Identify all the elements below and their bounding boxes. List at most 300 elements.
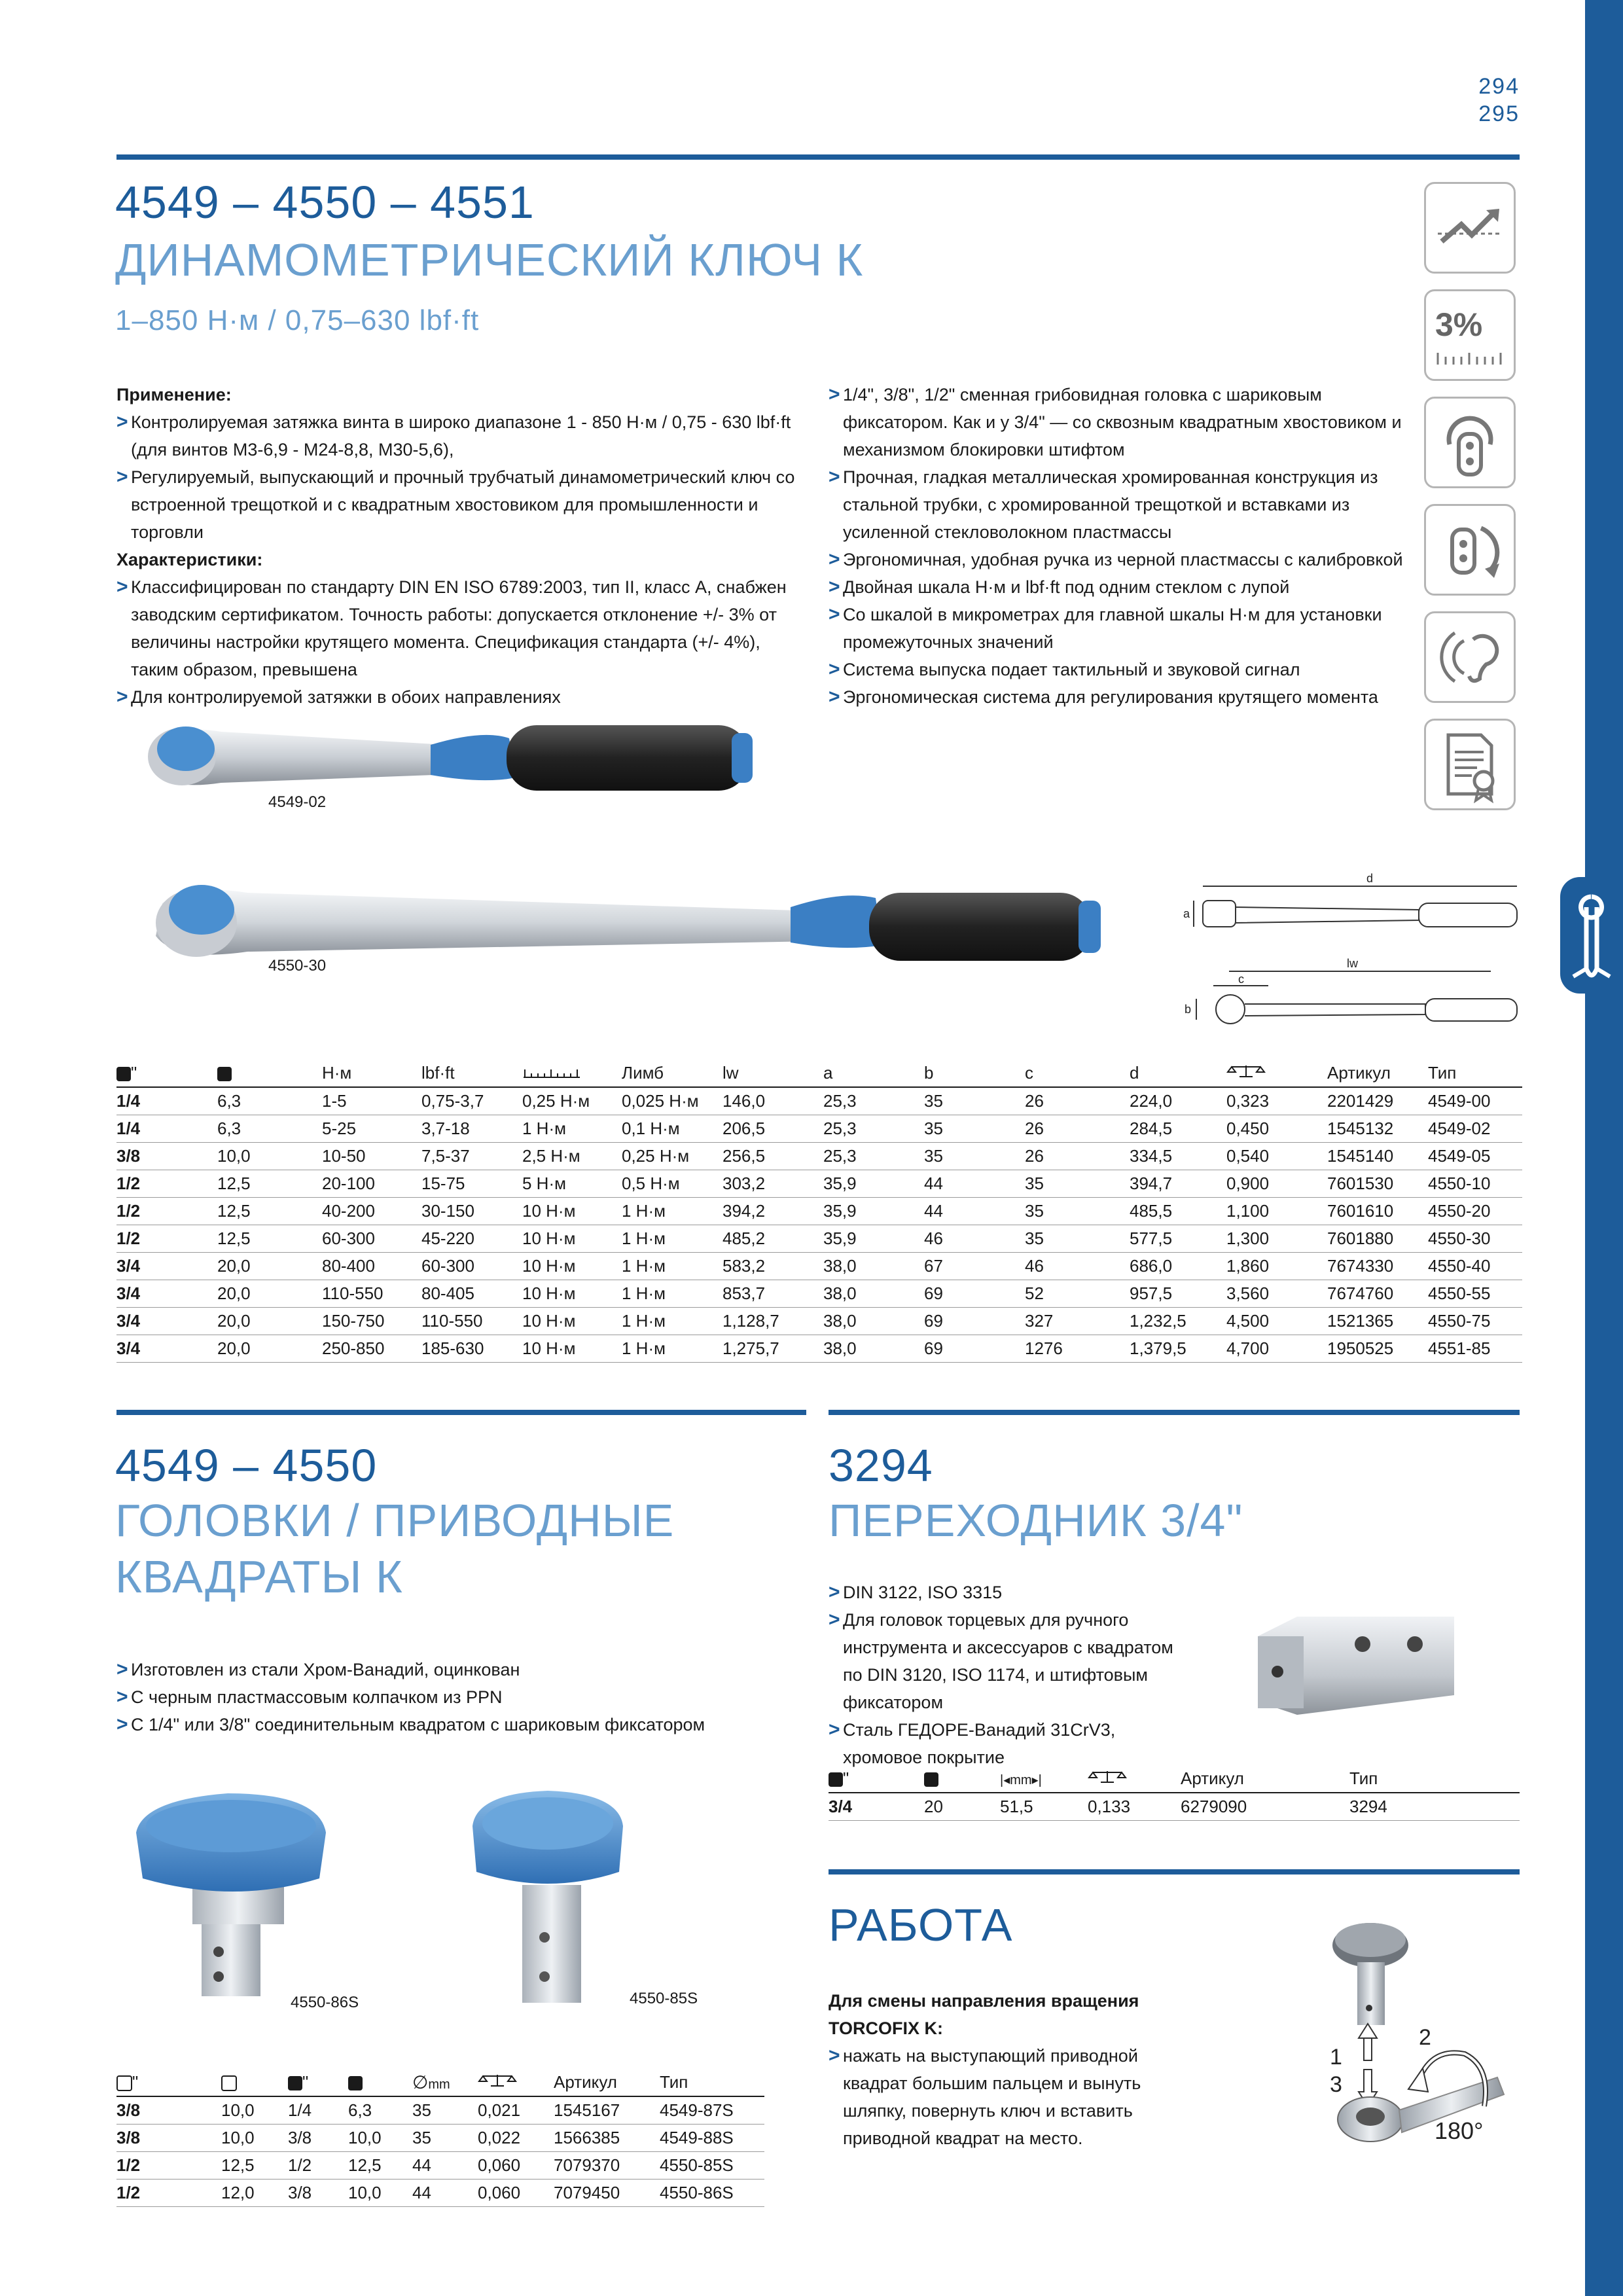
- table-cell: 185-630: [421, 1335, 522, 1363]
- table-cell: 25,3: [823, 1143, 924, 1170]
- table-cell: 3/4: [116, 1253, 217, 1280]
- table-cell: 4550-10: [1428, 1170, 1522, 1198]
- table-cell: 69: [924, 1335, 1025, 1363]
- image-caption: 4550-85S: [630, 1990, 698, 2007]
- table-cell: 1/2: [116, 2152, 221, 2179]
- table-cell: 1,232,5: [1130, 1308, 1226, 1335]
- col-weight: [1088, 1765, 1181, 1793]
- table-cell: 4551-85: [1428, 1335, 1522, 1363]
- bullet-text: С черным пластмассовым колпачком из PPN: [131, 1687, 503, 1707]
- heads-bullets: [116, 1656, 804, 1738]
- table-cell: 4550-86S: [660, 2179, 764, 2207]
- table-cell: 0,900: [1226, 1170, 1327, 1198]
- col-weight: [478, 2068, 554, 2096]
- arrow-bullet-icon: >: [116, 1659, 128, 1680]
- square-drive-icon: [829, 1772, 843, 1787]
- rotation-angle-label: 180°: [1435, 2117, 1484, 2144]
- side-bar: [1585, 0, 1623, 2296]
- table-cell: 1276: [1025, 1335, 1130, 1363]
- bullet-text: Контролируемая затяжка винта в широко диапазоне 1 - 850 Н·м / 0,75 - 630 lbf·ft (для винтов М3-6,9 - М24-8,8, М30-5,6),: [131, 412, 791, 459]
- table-cell: 26: [1025, 1115, 1130, 1143]
- table-cell: 957,5: [1130, 1280, 1226, 1308]
- page-number-right: 295: [1478, 101, 1520, 126]
- table-cell: 1 Н·м: [622, 1198, 722, 1225]
- table-row: [116, 1198, 1522, 1225]
- table-cell: 52: [1025, 1280, 1130, 1308]
- arrow-bullet-icon: >: [829, 686, 840, 708]
- table-row: [116, 1225, 1522, 1253]
- wrench-spec-table: [116, 1059, 1522, 1363]
- bullet-item: [116, 1656, 804, 1683]
- table-cell: 0,022: [478, 2125, 554, 2152]
- table-cell: 60-300: [421, 1253, 522, 1280]
- bullet-text: DIN 3122, ISO 3315: [843, 1583, 1003, 1602]
- table-cell: 0,75-3,7: [421, 1087, 522, 1115]
- table-row: [116, 1308, 1522, 1335]
- table-cell: 1,860: [1226, 1253, 1327, 1280]
- table-cell: 35: [1025, 1225, 1130, 1253]
- table-cell: 4549-88S: [660, 2125, 764, 2152]
- table-cell: 1,128,7: [722, 1308, 823, 1335]
- table-row: [829, 1793, 1520, 1821]
- table-cell: 10 Н·м: [522, 1225, 622, 1253]
- table-cell: 1/4: [288, 2096, 348, 2125]
- bullet-text: Регулируемый, выпускающий и прочный трубчатый динамометрический ключ со встроенной трещоткой и с квадратным хвостовиком для промышленности и торговли: [131, 467, 795, 542]
- table-row: [116, 2152, 764, 2179]
- table-cell: 0,5 Н·м: [622, 1170, 722, 1198]
- table-cell: 35: [412, 2096, 478, 2125]
- table-cell: 3,560: [1226, 1280, 1327, 1308]
- bullet-text: 1/4", 3/8", 1/2" сменная грибовидная головка с шариковым фиксатором. Как и у 3/4" — со сквозным квадратным хвостовиком и механизмом блокировки штифтом: [843, 385, 1402, 459]
- table-cell: 3/8: [116, 2096, 221, 2125]
- head-4550-86S-image: [130, 1780, 339, 2003]
- table-cell: 334,5: [1130, 1143, 1226, 1170]
- table-cell: 4550-55: [1428, 1280, 1522, 1308]
- bullet-text: Классифицирован по стандарту DIN EN ISO 6789:2003, тип II, класс А, снабжен заводским сертификатом. Точность работы: допускается отклонение +/- 3% от величины настройки крутящего момента. Спецификация стандарта (+/- 4%), таким образом, превышена: [131, 577, 787, 679]
- dim-label-b: b: [1185, 1003, 1192, 1016]
- table-cell: 80-400: [322, 1253, 421, 1280]
- table-cell: 110-550: [421, 1308, 522, 1335]
- arrow-bullet-icon: >: [829, 1581, 840, 1603]
- table-cell: 0,021: [478, 2096, 554, 2125]
- table-row: [116, 1170, 1522, 1198]
- table-cell: 20-100: [322, 1170, 421, 1198]
- arrow-bullet-icon: >: [829, 1609, 840, 1630]
- table-cell: 12,5: [348, 2152, 412, 2179]
- table-cell: 10-50: [322, 1143, 421, 1170]
- table-cell: 44: [412, 2152, 478, 2179]
- table-cell: 10,0: [221, 2125, 288, 2152]
- table-cell: 20,0: [217, 1335, 322, 1363]
- square-drive-icon: [288, 2076, 302, 2090]
- weight-scale-icon: [1226, 1063, 1266, 1079]
- work-heading-2: TORCOFIX K:: [829, 2018, 943, 2038]
- table-cell: 394,2: [722, 1198, 823, 1225]
- table-cell: 38,0: [823, 1253, 924, 1280]
- arrow-bullet-icon: >: [829, 2045, 840, 2066]
- arrow-bullet-icon: >: [829, 466, 840, 488]
- arrow-bullet-icon: >: [116, 1686, 128, 1708]
- table-cell: 46: [924, 1225, 1025, 1253]
- table-cell: 1/2: [116, 1198, 217, 1225]
- table-cell: 38,0: [823, 1335, 924, 1363]
- table-cell: 2,5 Н·м: [522, 1143, 622, 1170]
- table-cell: 6,3: [217, 1115, 322, 1143]
- table-cell: 4550-85S: [660, 2152, 764, 2179]
- table-cell: 0,450: [1226, 1115, 1327, 1143]
- table-cell: 35,9: [823, 1198, 924, 1225]
- table-cell: 3/8: [116, 1143, 217, 1170]
- col-a: a: [823, 1059, 924, 1087]
- wrench-tab-icon: [1560, 877, 1623, 994]
- col-drive-mm: [924, 1765, 1000, 1793]
- table-cell: 1 Н·м: [622, 1225, 722, 1253]
- table-cell: 3/4: [116, 1308, 217, 1335]
- wrench-4549-02-image: [143, 706, 771, 810]
- table-cell: 0,133: [1088, 1793, 1181, 1821]
- table-cell: 4550-30: [1428, 1225, 1522, 1253]
- table-cell: 20,0: [217, 1308, 322, 1335]
- square-drive-mm-icon: [924, 1772, 938, 1787]
- arrow-bullet-icon: >: [829, 576, 840, 598]
- ratchet-reverse-icon: [1424, 397, 1516, 488]
- table-row: [116, 2179, 764, 2207]
- arrow-bullet-icon: >: [829, 1719, 840, 1740]
- heads-code: 4549 – 4550: [115, 1440, 378, 1491]
- table-cell: 0,323: [1226, 1087, 1327, 1115]
- table-cell: 0,060: [478, 2152, 554, 2179]
- table-cell: 35: [924, 1087, 1025, 1115]
- heads-title-line2: КВАДРАТЫ К: [115, 1551, 403, 1602]
- table-cell: 5-25: [322, 1115, 421, 1143]
- bullet-text: Эргономическая система для регулирования крутящего момента: [843, 687, 1378, 707]
- col-limb: Лимб: [622, 1059, 722, 1087]
- col-lbfft: lbf·ft: [421, 1059, 522, 1087]
- bullet-text: Со шкалой в микрометрах для главной шкалы Н·м для установки промежуточных значений: [843, 605, 1382, 652]
- table-cell: 4549-00: [1428, 1087, 1522, 1115]
- rotation-icon: [1424, 504, 1516, 596]
- bullet-item: [116, 573, 810, 683]
- table-cell: 150-750: [322, 1308, 421, 1335]
- table-cell: 35,9: [823, 1225, 924, 1253]
- section-code: 4549 – 4550 – 4551: [115, 177, 535, 228]
- scale-ruler-icon: [522, 1067, 581, 1079]
- table-cell: 1545132: [1327, 1115, 1428, 1143]
- bullet-item: [116, 1683, 804, 1711]
- table-cell: 30-150: [421, 1198, 522, 1225]
- table-cell: 20,0: [217, 1253, 322, 1280]
- table-cell: 224,0: [1130, 1087, 1226, 1115]
- bullet-text: Для головок торцевых для ручного инструмента и аксессуаров с квадратом по DIN 3120, ISO 1174, и штифтовым фиксатором: [843, 1610, 1173, 1712]
- table-cell: 10 Н·м: [522, 1198, 622, 1225]
- table-cell: 3/8: [288, 2125, 348, 2152]
- table-cell: 303,2: [722, 1170, 823, 1198]
- acoustic-signal-icon: [1424, 611, 1516, 703]
- table-cell: 1 Н·м: [622, 1308, 722, 1335]
- col-article: Артикул: [554, 2068, 660, 2096]
- table-cell: 1,379,5: [1130, 1335, 1226, 1363]
- table-cell: 3/4: [116, 1335, 217, 1363]
- arrow-bullet-icon: >: [829, 603, 840, 625]
- table-row: [116, 1115, 1522, 1143]
- col-c: c: [1025, 1059, 1130, 1087]
- table-cell: 69: [924, 1280, 1025, 1308]
- bullet-item: [116, 463, 810, 546]
- table-cell: 4550-75: [1428, 1308, 1522, 1335]
- section-rule: [829, 1410, 1520, 1415]
- table-cell: 51,5: [1000, 1793, 1088, 1821]
- bullet-item: [116, 408, 810, 463]
- table-cell: 2201429: [1327, 1087, 1428, 1115]
- table-row: [116, 1143, 1522, 1170]
- table-cell: 1/2: [116, 2179, 221, 2207]
- table-cell: 44: [924, 1198, 1025, 1225]
- table-cell: 0,25 Н·м: [622, 1143, 722, 1170]
- table-header-row: [116, 2068, 764, 2096]
- table-cell: 3/8: [288, 2179, 348, 2207]
- table-cell: 4550-40: [1428, 1253, 1522, 1280]
- section-rule: [116, 154, 1520, 160]
- square-outline-icon: [116, 2075, 132, 2091]
- table-cell: 7601610: [1327, 1198, 1428, 1225]
- image-caption: 4550-86S: [291, 1994, 359, 2011]
- dimension-diagram: [1183, 870, 1524, 1041]
- arrow-bullet-icon: >: [116, 466, 128, 488]
- col-b: b: [924, 1059, 1025, 1087]
- table-cell: 10 Н·м: [522, 1335, 622, 1363]
- col-length: |◂mm▸|: [1000, 1765, 1088, 1793]
- arrow-bullet-icon: >: [829, 384, 840, 405]
- col-weight: [1226, 1059, 1327, 1087]
- weight-scale-icon: [1088, 1768, 1127, 1784]
- bullet-text: С 1/4" или 3/8" соединительным квадратом с шариковым фиксатором: [131, 1715, 705, 1734]
- table-cell: 3/4: [829, 1793, 924, 1821]
- table-cell: 1/4: [116, 1115, 217, 1143]
- table-cell: 1566385: [554, 2125, 660, 2152]
- square-drive-mm-icon: [217, 1067, 232, 1081]
- bullet-item: [829, 1606, 1195, 1716]
- table-cell: 1/2: [288, 2152, 348, 2179]
- arrow-bullet-icon: >: [116, 576, 128, 598]
- section-rule: [829, 1869, 1520, 1874]
- table-cell: 1950525: [1327, 1335, 1428, 1363]
- table-cell: 10,0: [217, 1143, 322, 1170]
- col-scale: [522, 1059, 622, 1087]
- dim-label-d: d: [1366, 872, 1374, 885]
- table-cell: 110-550: [322, 1280, 421, 1308]
- table-cell: 20,0: [217, 1280, 322, 1308]
- col-drive-mm-in: [221, 2068, 288, 2096]
- accuracy-badge: 3%: [1435, 306, 1483, 343]
- col-nm: Н·м: [322, 1059, 421, 1087]
- table-cell: 4550-20: [1428, 1198, 1522, 1225]
- table-cell: 3294: [1349, 1793, 1520, 1821]
- col-lw: lw: [722, 1059, 823, 1087]
- table-cell: 3/8: [116, 2125, 221, 2152]
- bullet-item: [829, 1579, 1195, 1606]
- length-arrow-icon: |◂: [1000, 1772, 1010, 1787]
- col-drive-mm: [217, 1059, 322, 1087]
- bullet-item: [829, 573, 1406, 601]
- table-cell: 35: [1025, 1198, 1130, 1225]
- square-drive-mm-icon: [348, 2076, 363, 2090]
- table-cell: 1-5: [322, 1087, 421, 1115]
- table-cell: 4,500: [1226, 1308, 1327, 1335]
- table-cell: 80-405: [421, 1280, 522, 1308]
- table-cell: 1,300: [1226, 1225, 1327, 1253]
- table-cell: 46: [1025, 1253, 1130, 1280]
- col-article: Артикул: [1181, 1765, 1349, 1793]
- table-cell: 26: [1025, 1087, 1130, 1115]
- table-cell: 1/4: [116, 1087, 217, 1115]
- table-cell: 0,060: [478, 2179, 554, 2207]
- table-row: [116, 2125, 764, 2152]
- arrow-bullet-icon: >: [829, 658, 840, 680]
- table-cell: 10,0: [221, 2096, 288, 2125]
- arrow-bullet-icon: >: [116, 1713, 128, 1735]
- table-cell: 1 Н·м: [522, 1115, 622, 1143]
- image-caption: 4550-30: [268, 957, 327, 975]
- table-cell: 3/4: [116, 1280, 217, 1308]
- table-cell: 35: [412, 2125, 478, 2152]
- table-cell: 7079450: [554, 2179, 660, 2207]
- table-cell: 35: [924, 1143, 1025, 1170]
- table-cell: 250-850: [322, 1335, 421, 1363]
- table-row: [116, 1087, 1522, 1115]
- table-cell: 1 Н·м: [622, 1280, 722, 1308]
- col-drive-square: ": [829, 1765, 924, 1793]
- table-cell: 577,5: [1130, 1225, 1226, 1253]
- arrow-bullet-icon: >: [829, 548, 840, 570]
- arrow-bullet-icon: >: [116, 411, 128, 433]
- bullet-item: [829, 601, 1406, 656]
- table-cell: 7601880: [1327, 1225, 1428, 1253]
- table-cell: 12,5: [217, 1170, 322, 1198]
- bullet-item: [829, 2042, 1156, 2152]
- table-cell: 7674760: [1327, 1280, 1428, 1308]
- table-cell: 5 Н·м: [522, 1170, 622, 1198]
- table-cell: 69: [924, 1308, 1025, 1335]
- heads-spec-table: [116, 2068, 764, 2207]
- table-cell: 3,7-18: [421, 1115, 522, 1143]
- table-row: [116, 1280, 1522, 1308]
- application-heading: Применение:: [116, 385, 232, 404]
- table-cell: 1,275,7: [722, 1335, 823, 1363]
- bullet-item: [116, 1711, 804, 1738]
- bullet-text: нажать на выступающий приводной квадрат большим пальцем и вынуть шляпку, повернуть ключ и вставить приводной квадрат на место.: [843, 2046, 1141, 2148]
- col-drive-square: ": [116, 1059, 217, 1087]
- bullet-item: [829, 683, 1406, 711]
- table-cell: 1/2: [116, 1225, 217, 1253]
- square-outline-mm-icon: [221, 2075, 237, 2091]
- step-label-1: 1: [1330, 2045, 1342, 2070]
- table-cell: 0,025 Н·м: [622, 1087, 722, 1115]
- bullet-item: [829, 546, 1406, 573]
- table-cell: 26: [1025, 1143, 1130, 1170]
- table-cell: 4549-02: [1428, 1115, 1522, 1143]
- head-4550-85S-image: [466, 1787, 630, 2009]
- table-cell: 10 Н·м: [522, 1308, 622, 1335]
- table-cell: 12,0: [221, 2179, 288, 2207]
- bullet-item: [829, 381, 1406, 463]
- table-cell: 583,2: [722, 1253, 823, 1280]
- table-cell: 12,5: [217, 1198, 322, 1225]
- col-type: Тип: [1428, 1059, 1522, 1087]
- weight-scale-icon: [478, 2072, 517, 2088]
- bullet-text: Изготовлен из стали Хром-Ванадий, оцинкован: [131, 1660, 520, 1679]
- table-cell: 1521365: [1327, 1308, 1428, 1335]
- table-cell: 10,0: [348, 2179, 412, 2207]
- section-subtitle: 1–850 Н·м / 0,75–630 lbf·ft: [115, 304, 480, 336]
- table-cell: 35: [924, 1115, 1025, 1143]
- table-cell: 38,0: [823, 1308, 924, 1335]
- table-cell: 25,3: [823, 1087, 924, 1115]
- table-cell: 7674330: [1327, 1253, 1428, 1280]
- bullet-text: Прочная, гладкая металлическая хромированная конструкция из стальной трубки, с хромированной трещоткой и вставками из усиленной стекловолокном пластмассы: [843, 467, 1378, 542]
- table-cell: 20: [924, 1793, 1000, 1821]
- table-cell: 0,1 Н·м: [622, 1115, 722, 1143]
- dim-label-a: a: [1183, 907, 1190, 920]
- table-cell: 7079370: [554, 2152, 660, 2179]
- table-cell: 1,100: [1226, 1198, 1327, 1225]
- bullet-text: Для контролируемой затяжки в обоих направлениях: [131, 687, 561, 707]
- table-cell: 0,540: [1226, 1143, 1327, 1170]
- table-cell: 67: [924, 1253, 1025, 1280]
- application-block: [116, 381, 810, 711]
- adapter-title: ПЕРЕХОДНИК 3/4": [829, 1495, 1243, 1546]
- table-cell: 256,5: [722, 1143, 823, 1170]
- diameter-icon: ∅: [412, 2072, 429, 2092]
- work-title: РАБОТА: [829, 1899, 1013, 1950]
- table-cell: 1 Н·м: [622, 1335, 722, 1363]
- table-header-row: [116, 1059, 1522, 1087]
- table-row: [116, 1335, 1522, 1363]
- col-type: Тип: [1349, 1765, 1520, 1793]
- step-label-2: 2: [1419, 2025, 1431, 2050]
- arrow-bullet-icon: >: [116, 686, 128, 708]
- table-cell: 45-220: [421, 1225, 522, 1253]
- certificate-icon: [1424, 719, 1516, 810]
- table-cell: 44: [412, 2179, 478, 2207]
- features-right-block: [829, 381, 1406, 711]
- heads-title-line1: ГОЛОВКИ / ПРИВОДНЫЕ: [115, 1495, 675, 1546]
- col-d: d: [1130, 1059, 1226, 1087]
- table-cell: 12,5: [221, 2152, 288, 2179]
- col-drive-square-in: ": [116, 2068, 221, 2096]
- table-cell: 6,3: [217, 1087, 322, 1115]
- col-type: Тип: [660, 2068, 764, 2096]
- table-cell: 25,3: [823, 1115, 924, 1143]
- table-cell: 1545140: [1327, 1143, 1428, 1170]
- page-number-left: 294: [1478, 74, 1520, 99]
- table-cell: 15-75: [421, 1170, 522, 1198]
- table-cell: 12,5: [217, 1225, 322, 1253]
- table-header-row: [829, 1765, 1520, 1793]
- table-cell: 10 Н·м: [522, 1280, 622, 1308]
- table-cell: 35,9: [823, 1170, 924, 1198]
- step-label-3: 3: [1330, 2072, 1342, 2097]
- table-cell: 44: [924, 1170, 1025, 1198]
- section-tab[interactable]: [1560, 877, 1623, 994]
- bullet-text: Эргономичная, удобная ручка из черной пластмассы с калибровкой: [843, 550, 1403, 569]
- accuracy-3-percent-icon: [1424, 289, 1516, 381]
- table-cell: 6,3: [348, 2096, 412, 2125]
- table-cell: 38,0: [823, 1280, 924, 1308]
- table-cell: 327: [1025, 1308, 1130, 1335]
- table-cell: 6279090: [1181, 1793, 1349, 1821]
- features-heading: Характеристики:: [116, 550, 263, 569]
- table-cell: 7,5-37: [421, 1143, 522, 1170]
